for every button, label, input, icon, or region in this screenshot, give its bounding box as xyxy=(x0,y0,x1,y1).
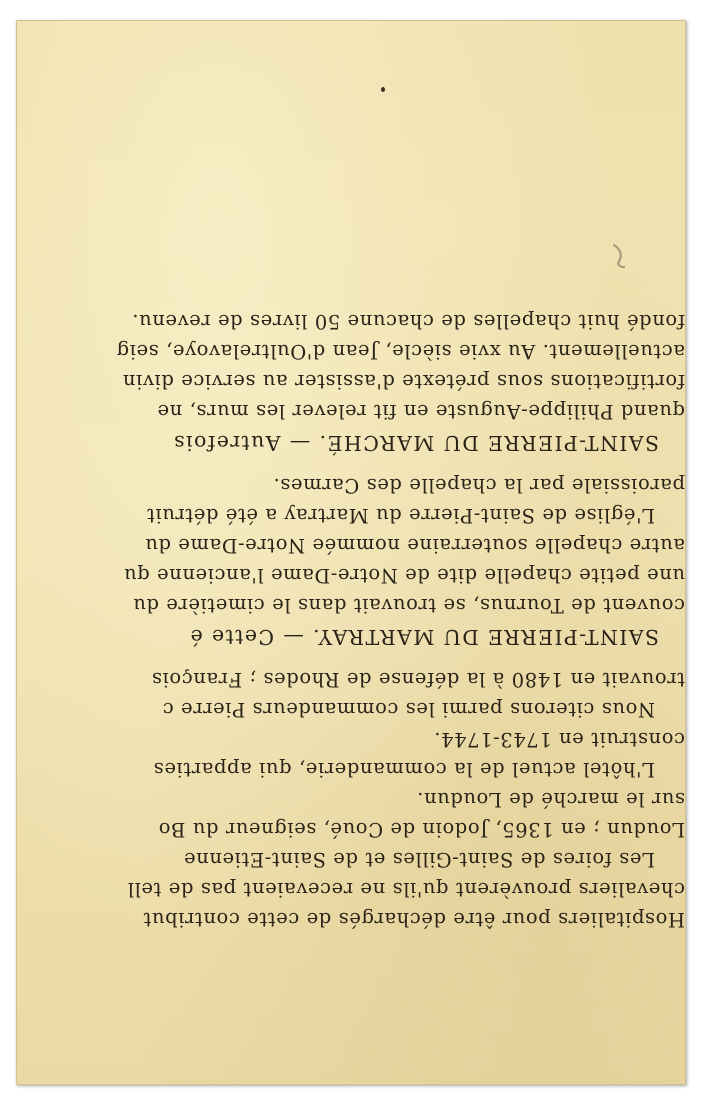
section-heading: SAINT-PIERRE DU MARTRAY. — Cette é xyxy=(189,625,659,649)
text-line: actuellement. Au xvie siècle, Jean d'Oultrelavoye, seig xyxy=(116,340,685,363)
pencil-mark-icon xyxy=(611,243,627,269)
text-line: fortifications sous prétexte d'assister au service divin xyxy=(122,370,685,393)
text-line: quand Philippe-Auguste en fit relever les murs, ne xyxy=(156,400,685,423)
section-heading: SAINT-PIERRE DU MARCHÉ. — Autrefois xyxy=(172,431,659,455)
text-line: construit en 1743-1744. xyxy=(433,728,685,751)
document-body xyxy=(16,306,685,934)
text-line: Nous citerons parmi les commandeurs Pierre c xyxy=(162,698,655,721)
text-line: chevaliers prouvèrent qu'ils ne recevaient pas de tell xyxy=(127,878,685,901)
text-line: sur le marché de Loudun. xyxy=(416,788,685,811)
text-line: L'hôtel actuel de la commanderie, qui apparties xyxy=(153,758,655,781)
text-line: fondé huit chapelles de chacune 50 livres de revenu. xyxy=(131,310,685,333)
text-line: Loudun ; en 1365, Jodoin de Coué, seigneur du Bo xyxy=(158,818,685,841)
text-line: Hospitaliers pour être déchargés de cette contribut xyxy=(142,908,685,931)
text-line: L'église de Saint-Pierre du Martray a été détruit xyxy=(146,504,655,527)
document-page xyxy=(16,20,686,1085)
ink-spot xyxy=(381,87,385,92)
text-line: trouvait en 1480 à la défense de Rhodes ; François xyxy=(151,668,685,691)
text-line: paroissiale par la chapelle des Carmes. xyxy=(272,474,685,497)
text-line: une petite chapelle dite de Notre-Dame l'ancienne qu xyxy=(123,564,685,587)
text-line: autre chapelle souterraine nommée Notre-Dame du xyxy=(144,534,685,557)
text-line: Les foires de Saint-Gilles et de Saint-Etienne xyxy=(183,848,655,871)
rotated-page-content xyxy=(17,21,685,1084)
text-line: couvent de Tournus, se trouvait dans le cimetière du xyxy=(132,594,685,617)
